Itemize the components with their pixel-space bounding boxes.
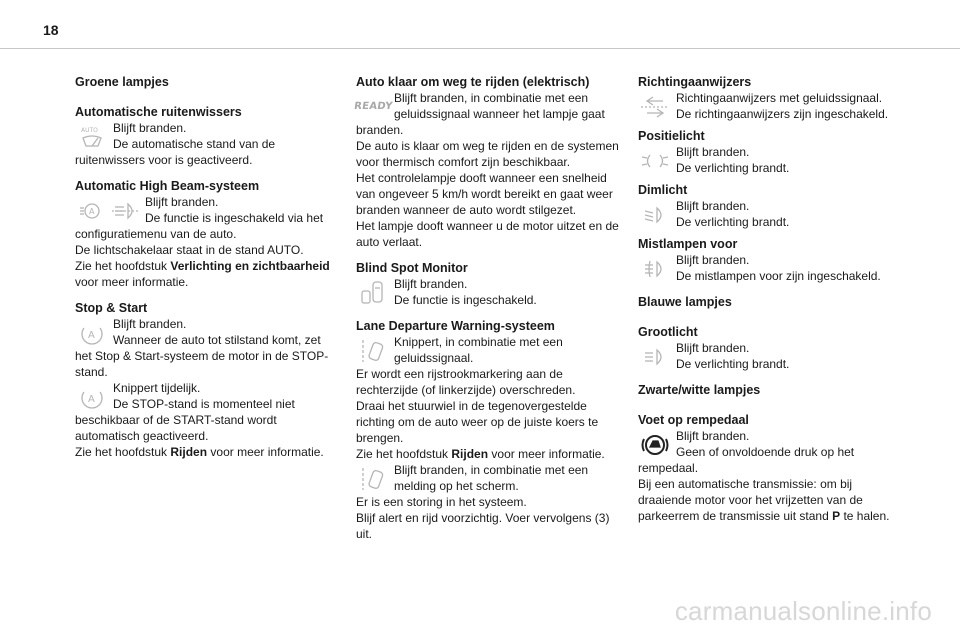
- entry-title: Auto klaar om weg te rijden (elektrisch): [356, 75, 590, 89]
- header-divider: [0, 48, 960, 49]
- section-title-black-white: Zwarte/witte lampjes: [638, 383, 761, 397]
- entry-high-beam: Automatic High Beam-systeem A Blijft branden. De functie is ingeschakeld via het configuratiemenu van de auto. De lichtschakelaar staat in de stand AUTO. Zie het hoofdstuk Verlichting en zichtbaarheid voor meer informatie.: [75, 178, 337, 290]
- lane-departure-icon: [356, 336, 390, 366]
- entry-title: Automatic High Beam-systeem: [75, 179, 260, 193]
- entry-title: Voet op rempedaal: [638, 413, 749, 427]
- section-title-green: Groene lampjes: [75, 75, 169, 89]
- entry-lane-departure: Lane Departure Warning-systeem Knippert, in combinatie met een geluidssignaal. Er wordt een rijstrookmarkering aan de rechterzijde (of linkerzijde) overschreden. Draai het stuurwiel in de tegenovergestelde richting om de auto weer op de juiste koers te brengen. Zie het hoofdstuk Rijden voor meer informatie. Blijft branden, in combinatie met een melding op het scherm. Er is een storing in het systeem. Blijf alert en rijd voorzichtig. Voer vervolgens (3) uit.: [356, 318, 621, 542]
- entry-dipped-beam: Dimlicht Blijft branden. De verlichting brandt.: [638, 182, 908, 230]
- lane-departure-icon: [356, 464, 390, 494]
- position-light-icon: [638, 146, 672, 176]
- entry-title: Mistlampen voor: [638, 237, 738, 251]
- entry-title: Richtingaanwijzers: [638, 75, 752, 89]
- svg-text:A: A: [88, 394, 95, 405]
- svg-text:A: A: [89, 207, 95, 216]
- high-beam-icon: [111, 196, 141, 226]
- entry-indicators: Richtingaanwijzers Richtingaanwijzers met geluidssignaal. De richtingaanwijzers zijn ingeschakeld.: [638, 74, 908, 122]
- dipped-beam-icon: [638, 200, 672, 230]
- column-1: [75, 74, 337, 460]
- page-number: 18: [43, 22, 59, 38]
- auto-high-beam-icon: [75, 196, 109, 226]
- entry-brake-pedal: Voet op rempedaal Blijft branden. Geen of onvoldoende druk op het rempedaal. Bij een automatische transmissie: om bij draaiende motor voor het vrijzetten van de parkeerrem de transmissie uit stand P te halen.: [638, 412, 908, 524]
- entry-high-beam-blue: Grootlicht Blijft branden. De verlichting brandt.: [638, 324, 908, 372]
- column-3: [638, 74, 908, 524]
- svg-text:A: A: [88, 330, 95, 341]
- ready-icon: READY: [353, 101, 394, 112]
- page-header: [0, 0, 960, 60]
- front-fog-light-icon: [638, 254, 672, 284]
- entry-ready: Auto klaar om weg te rijden (elektrisch) READY Blijft branden, in combinatie met een geluidssignaal wanneer het lampje gaat branden. De auto is klaar om weg te rijden en de systemen voor thermisch comfort zijn beschikbaar. Het controlelampje dooft wanneer een snelheid van ongeveer 5 km/h wordt bereikt en gaat weer branden wanneer de auto wordt stilgezet. Het lampje dooft wanneer u de motor uitzet en de auto verlaat.: [356, 74, 621, 250]
- entry-stop-start: Stop & Start A Blijft branden. Wanneer de auto tot stilstand komt, zet het Stop & Start-systeem de motor in de STOP-stand. A Knippert tijdelijk. De STOP-stand is momenteel niet beschikbaar of de START-stand wordt automatisch geactiveerd. Zie het hoofdstuk Rijden voor meer informatie.: [75, 300, 337, 460]
- entry-title: Stop & Start: [75, 301, 148, 315]
- auto-wiper-icon: [75, 122, 109, 152]
- entry-front-fog: Mistlampen voor Blijft branden. De mistlampen voor zijn ingeschakeld.: [638, 236, 908, 284]
- high-beam-icon: [638, 342, 672, 372]
- entry-title: Positielicht: [638, 129, 705, 143]
- entry-title: Grootlicht: [638, 325, 698, 339]
- foot-on-brake-icon: [638, 430, 672, 460]
- column-2: [353, 74, 621, 542]
- turn-signal-icon: [638, 92, 672, 122]
- entry-auto-wipers: Automatische ruitenwissers AUTO Blijft branden. De automatische stand van de ruitenwissers voor is geactiveerd.: [75, 104, 337, 168]
- section-title-blue: Blauwe lampjes: [638, 295, 732, 309]
- entry-title: Dimlicht: [638, 183, 688, 197]
- stop-start-icon: [75, 318, 109, 348]
- entry-position-light: Positielicht Blijft branden. De verlichting brandt.: [638, 128, 908, 176]
- svg-text:AUTO: AUTO: [81, 127, 98, 134]
- stop-start-icon: [75, 382, 109, 412]
- entry-title: Automatische ruitenwissers: [75, 105, 242, 119]
- entry-title: Lane Departure Warning-systeem: [356, 319, 555, 333]
- entry-title: Blind Spot Monitor: [356, 261, 468, 275]
- blind-spot-icon: [356, 278, 390, 308]
- entry-blind-spot: Blind Spot Monitor Blijft branden. De functie is ingeschakeld.: [356, 260, 621, 308]
- watermark: carmanualsonline.info: [674, 596, 932, 626]
